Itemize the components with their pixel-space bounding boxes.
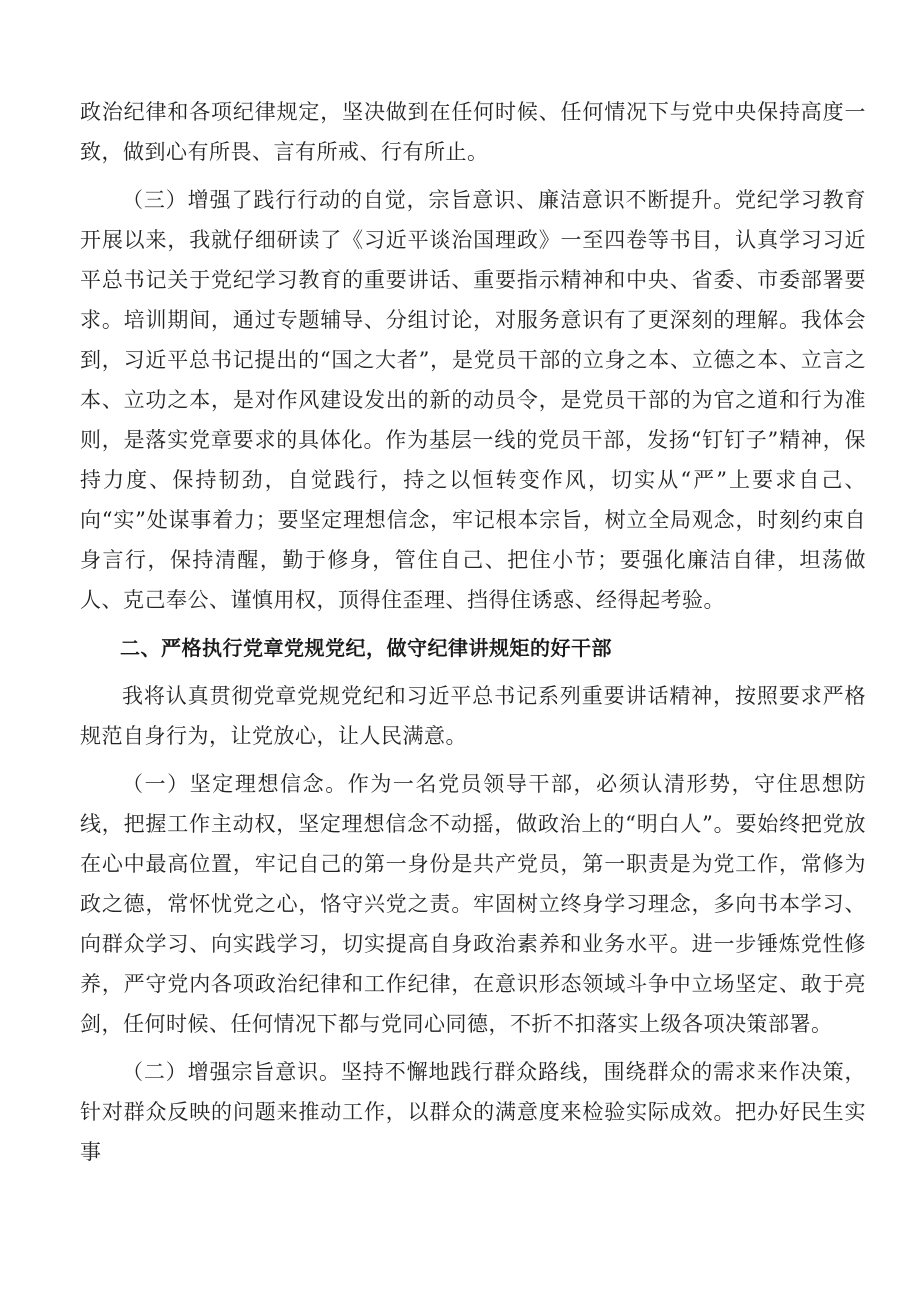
paragraph-continuation: 政治纪律和各项纪律规定，坚决做到在任何时候、任何情况下与党中央保持高度一致，做到心有所畏、言有所戒、行有所止。 [80,100,866,164]
paragraph-item-one: （一）坚定理想信念。作为一名党员领导干部，必须认清形势，守住思想防线，把握工作主动权，坚定理想信念不动摇，做政治上的“明白人”。要始终把党放在心中最高位置，牢记自己的第一身份是共产党员，第一职责是为党工作，常修为政之德，常怀忧党之心，恪守兴党之责。牢固树立终身学习理念，多向书本学习、向群众学习、向实践学习，切实提高自身政治素养和业务水平。进一步锤炼党性修养，严守党内各项政治纪律和工作纪律，在意识形态领域斗争中立场坚定、敢于亮剑，任何时候、任何情况下都与党同心同德，不折不扣落实上级各项决策部署。 [80,772,866,1036]
document-body [80,92,866,1180]
paragraph-section-three: （三）增强了践行行动的自觉，宗旨意识、廉洁意识不断提升。党纪学习教育开展以来，我就仔细研读了《习近平谈治国理政》一至四卷等书目，认真学习习近平总书记关于党纪学习教育的重要讲话、重要指示精神和中央、省委、市委部署要求。培训期间，通过专题辅导、分组讨论，对服务意识有了更深刻的理解。我体会到，习近平总书记提出的“国之大者”，是党员干部的立身之本、立德之本、立言之本、立功之本，是对作风建设发出的新的动员令，是党员干部的为官之道和行为准则，是落实党章要求的具体化。作为基层一线的党员干部，发扬“钉钉子”精神，保持力度、保持韧劲，自觉践行，持之以恒转变作风，切实从“严”上要求自己、向“实”处谋事着力；要坚定理想信念，牢记根本宗旨，树立全局观念，时刻约束自身言行，保持清醒，勤于修身，管住自己、把住小节；要强化廉洁自律，坦荡做人、克己奉公、谨慎用权，顶得住歪理、挡得住诱惑、经得起考验。 [80,188,866,612]
paragraph-item-two: （二）增强宗旨意识。坚持不懈地践行群众路线，围绕群众的需求来作决策，针对群众反映的问题来推动工作，以群众的满意度来检验实际成效。把办好民生实事 [80,1060,866,1164]
section-heading-two: 二、严格执行党章党规党纪，做守纪律讲规矩的好干部 [120,636,612,660]
paragraph-intro: 我将认真贯彻党章党规党纪和习近平总书记系列重要讲话精神，按照要求严格规范自身行为，让党放心，让人民满意。 [80,684,866,748]
